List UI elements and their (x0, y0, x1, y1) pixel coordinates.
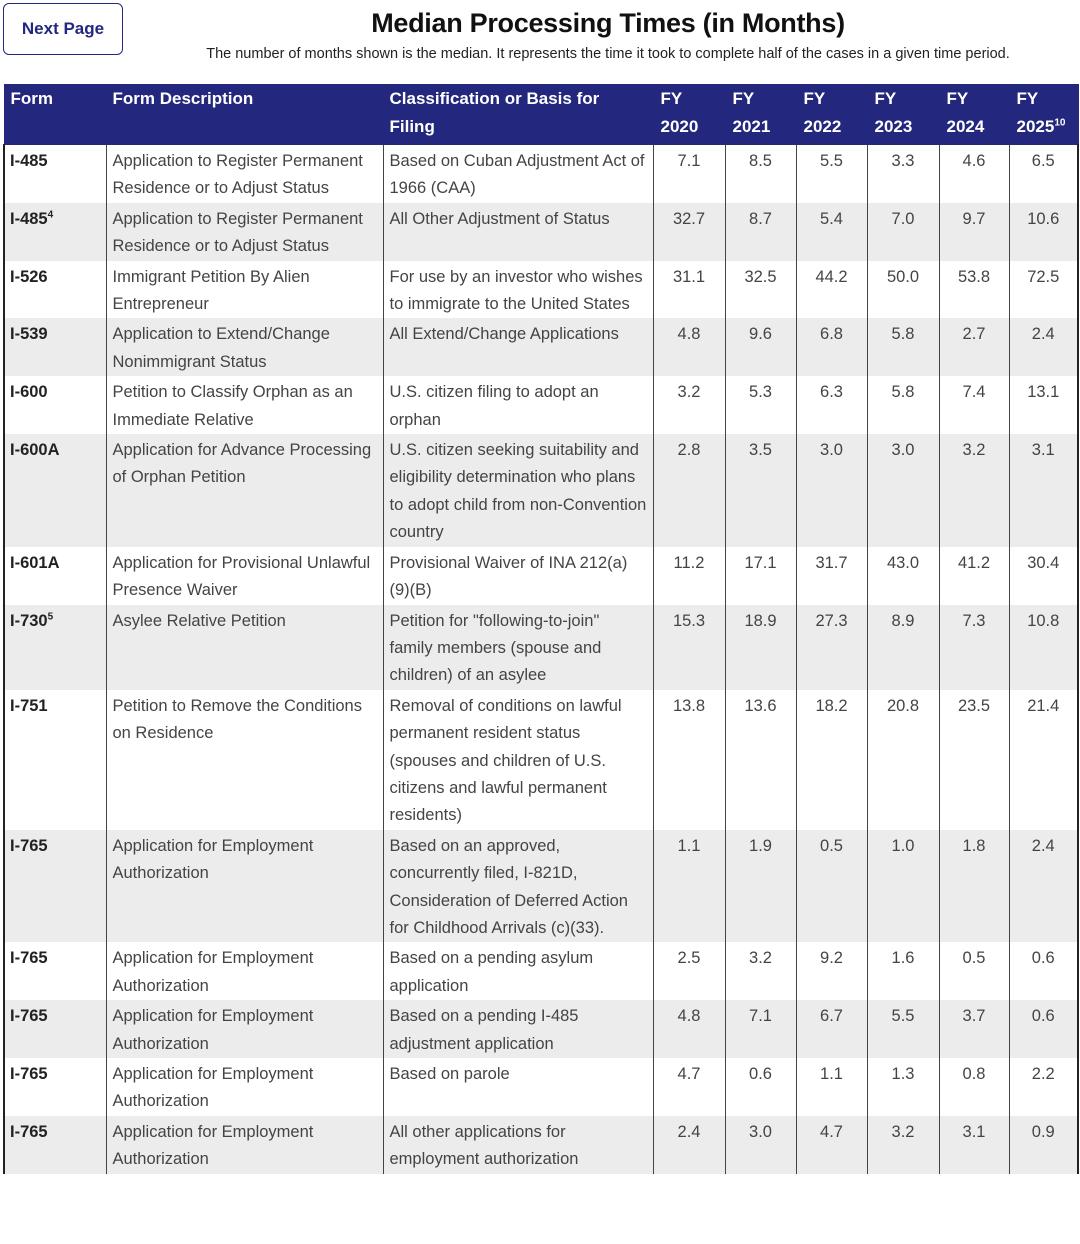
value-cell: 7.4 (939, 376, 1009, 434)
value-cell: 3.2 (939, 434, 1009, 547)
description-cell: Application for Employment Authorization (106, 1000, 383, 1058)
value-cell: 9.2 (796, 942, 867, 1000)
year-prefix: FY (660, 89, 683, 108)
table-row (4, 318, 1078, 376)
value-cell: 10.8 (1009, 605, 1078, 690)
value-cell: 17.1 (725, 547, 796, 605)
form-cell (4, 1058, 106, 1116)
value-cell: 3.1 (1009, 434, 1078, 547)
value-cell: 3.2 (725, 942, 796, 1000)
description-cell: Application for Employment Authorization (106, 1058, 383, 1116)
table-row (4, 261, 1078, 319)
form-cell (4, 376, 106, 434)
table-row (4, 376, 1078, 434)
description-cell: Application to Register Permanent Residence or to Adjust Status (106, 145, 383, 203)
value-cell: 0.6 (725, 1058, 796, 1116)
year-prefix: FY (732, 89, 755, 108)
value-cell: 8.5 (725, 145, 796, 203)
value-cell: 0.9 (1009, 1116, 1078, 1174)
column-header-year (725, 85, 796, 145)
value-cell: 18.2 (796, 690, 867, 830)
value-cell: 5.8 (867, 376, 939, 434)
value-cell: 5.8 (867, 318, 939, 376)
form-cell (4, 434, 106, 547)
value-cell: 0.8 (939, 1058, 1009, 1116)
value-cell: 5.5 (867, 1000, 939, 1058)
classification-cell: U.S. citizen seeking suitability and eligibility determination who plans to adopt child from non-Convention country (383, 434, 653, 547)
description-cell: Application for Advance Processing of Orphan Petition (106, 434, 383, 547)
description-cell: Application for Provisional Unlawful Presence Waiver (106, 547, 383, 605)
form-id: I-526 (10, 267, 48, 286)
value-cell: 9.7 (939, 203, 1009, 261)
year-label: 2023 (874, 117, 913, 136)
form-id: I-485 (10, 209, 48, 228)
form-id: I-765 (10, 1007, 48, 1026)
value-cell: 5.4 (796, 203, 867, 261)
form-cell (4, 318, 106, 376)
value-cell: 1.0 (867, 830, 939, 943)
year-prefix: FY (946, 89, 969, 108)
value-cell: 10.6 (1009, 203, 1078, 261)
value-cell: 8.9 (867, 605, 939, 690)
value-cell: 3.0 (867, 434, 939, 547)
form-id: I-601A (10, 553, 60, 572)
form-id: I-765 (10, 949, 48, 968)
year-label: 2024 (946, 117, 985, 136)
value-cell: 4.8 (653, 1000, 725, 1058)
value-cell: 2.4 (1009, 318, 1078, 376)
table-row (4, 1000, 1078, 1058)
year-label: 2025 (1016, 117, 1055, 136)
year-label: 2022 (803, 117, 842, 136)
footnote-marker: 4 (47, 209, 54, 221)
classification-cell: Based on Cuban Adjustment Act of 1966 (CAA) (383, 145, 653, 203)
value-cell: 7.1 (653, 145, 725, 203)
value-cell: 3.0 (725, 1116, 796, 1174)
classification-cell: All other applications for employment authorization (383, 1116, 653, 1174)
value-cell: 1.8 (939, 830, 1009, 943)
table-header-row (4, 85, 1078, 145)
form-cell (4, 203, 106, 261)
column-header-year (653, 85, 725, 145)
value-cell: 11.2 (653, 547, 725, 605)
value-cell: 23.5 (939, 690, 1009, 830)
form-cell (4, 547, 106, 605)
value-cell: 1.1 (653, 830, 725, 943)
value-cell: 5.3 (725, 376, 796, 434)
value-cell: 1.6 (867, 942, 939, 1000)
form-cell (4, 1116, 106, 1174)
value-cell: 7.3 (939, 605, 1009, 690)
year-label: 2021 (732, 117, 771, 136)
classification-cell: Removal of conditions on lawful permanent resident status (spouses and children of U.S. citizens and lawful permanent residents) (383, 690, 653, 830)
year-prefix: FY (803, 89, 826, 108)
classification-cell: Petition for "following-to-join" family members (spouse and children) of an asylee (383, 605, 653, 690)
form-cell (4, 690, 106, 830)
value-cell: 6.8 (796, 318, 867, 376)
description-cell: Petition to Remove the Conditions on Residence (106, 690, 383, 830)
value-cell: 3.5 (725, 434, 796, 547)
processing-times-table (3, 84, 1079, 1174)
value-cell: 2.5 (653, 942, 725, 1000)
description-cell: Application for Employment Authorization (106, 1116, 383, 1174)
value-cell: 31.1 (653, 261, 725, 319)
classification-cell: U.S. citizen filing to adopt an orphan (383, 376, 653, 434)
form-id: I-600 (10, 383, 48, 402)
value-cell: 30.4 (1009, 547, 1078, 605)
classification-cell: Provisional Waiver of INA 212(a)(9)(B) (383, 547, 653, 605)
value-cell: 4.7 (796, 1116, 867, 1174)
description-cell: Application for Employment Authorization (106, 830, 383, 943)
column-header-year (1009, 85, 1078, 145)
page-title: Median Processing Times (in Months) (371, 8, 845, 38)
value-cell: 2.4 (1009, 830, 1078, 943)
value-cell: 7.0 (867, 203, 939, 261)
column-header-description: Form Description (106, 85, 383, 145)
description-cell: Immigrant Petition By Alien Entrepreneur (106, 261, 383, 319)
value-cell: 32.5 (725, 261, 796, 319)
value-cell: 0.6 (1009, 1000, 1078, 1058)
value-cell: 21.4 (1009, 690, 1078, 830)
value-cell: 3.3 (867, 145, 939, 203)
year-prefix: FY (1016, 89, 1039, 108)
classification-cell: All Extend/Change Applications (383, 318, 653, 376)
form-id: I-600A (10, 441, 60, 460)
value-cell: 32.7 (653, 203, 725, 261)
form-cell (4, 1000, 106, 1058)
year-prefix: FY (874, 89, 897, 108)
table-row (4, 830, 1078, 943)
value-cell: 0.5 (796, 830, 867, 943)
value-cell: 27.3 (796, 605, 867, 690)
description-cell: Asylee Relative Petition (106, 605, 383, 690)
classification-cell: Based on an approved, concurrently filed, I-821D, Consideration of Deferred Action for Childhood Arrivals (c)(33). (383, 830, 653, 943)
column-header-form: Form (4, 85, 106, 145)
table-row (4, 547, 1078, 605)
value-cell: 3.1 (939, 1116, 1009, 1174)
value-cell: 2.4 (653, 1116, 725, 1174)
value-cell: 41.2 (939, 547, 1009, 605)
value-cell: 13.8 (653, 690, 725, 830)
form-cell (4, 145, 106, 203)
column-header-year (939, 85, 1009, 145)
value-cell: 3.7 (939, 1000, 1009, 1058)
form-id: I-485 (10, 152, 48, 170)
value-cell: 44.2 (796, 261, 867, 319)
table-row (4, 605, 1078, 690)
form-id: I-765 (10, 836, 48, 855)
classification-cell: Based on a pending asylum application (383, 942, 653, 1000)
value-cell: 20.8 (867, 690, 939, 830)
form-id: I-730 (10, 611, 48, 630)
classification-cell: All Other Adjustment of Status (383, 203, 653, 261)
value-cell: 3.2 (867, 1116, 939, 1174)
description-cell: Application for Employment Authorization (106, 942, 383, 1000)
value-cell: 13.6 (725, 690, 796, 830)
description-cell: Application to Register Permanent Residence or to Adjust Status (106, 203, 383, 261)
value-cell: 43.0 (867, 547, 939, 605)
value-cell: 1.3 (867, 1058, 939, 1116)
value-cell: 3.0 (796, 434, 867, 547)
value-cell: 5.5 (796, 145, 867, 203)
column-header-year (796, 85, 867, 145)
value-cell: 1.9 (725, 830, 796, 943)
column-header-year (867, 85, 939, 145)
classification-cell: For use by an investor who wishes to immigrate to the United States (383, 261, 653, 319)
year-label: 2020 (660, 117, 699, 136)
form-cell (4, 942, 106, 1000)
value-cell: 6.5 (1009, 145, 1078, 203)
value-cell: 3.2 (653, 376, 725, 434)
value-cell: 2.7 (939, 318, 1009, 376)
table-row (4, 434, 1078, 547)
table-row (4, 145, 1078, 203)
value-cell: 18.9 (725, 605, 796, 690)
value-cell: 2.2 (1009, 1058, 1078, 1116)
value-cell: 50.0 (867, 261, 939, 319)
table-row (4, 1058, 1078, 1116)
value-cell: 0.6 (1009, 942, 1078, 1000)
form-cell (4, 605, 106, 690)
table-row (4, 690, 1078, 830)
classification-cell: Based on a pending I-485 adjustment application (383, 1000, 653, 1058)
value-cell: 8.7 (725, 203, 796, 261)
value-cell: 53.8 (939, 261, 1009, 319)
form-id: I-539 (10, 325, 48, 344)
value-cell: 2.8 (653, 434, 725, 547)
value-cell: 9.6 (725, 318, 796, 376)
value-cell: 7.1 (725, 1000, 796, 1058)
description-cell: Application to Extend/Change Nonimmigrant Status (106, 318, 383, 376)
table-row (4, 942, 1078, 1000)
form-id: I-751 (10, 696, 48, 715)
value-cell: 4.7 (653, 1058, 725, 1116)
footnote-marker: 10 (1054, 117, 1066, 129)
value-cell: 4.8 (653, 318, 725, 376)
value-cell: 72.5 (1009, 261, 1078, 319)
value-cell: 0.5 (939, 942, 1009, 1000)
form-cell (4, 261, 106, 319)
classification-cell: Based on parole (383, 1058, 653, 1116)
table-row (4, 1116, 1078, 1174)
value-cell: 1.1 (796, 1058, 867, 1116)
description-cell: Petition to Classify Orphan as an Immediate Relative (106, 376, 383, 434)
value-cell: 4.6 (939, 145, 1009, 203)
table-row (4, 203, 1078, 261)
value-cell: 6.3 (796, 376, 867, 434)
column-header-classification: Classification or Basis for Filing (383, 85, 653, 145)
page-subtitle: The number of months shown is the median. It represents the time it took to complete half of the cases in a given time period. (206, 46, 1010, 62)
form-id: I-765 (10, 1122, 48, 1141)
value-cell: 6.7 (796, 1000, 867, 1058)
next-page-button[interactable]: Next Page (3, 3, 123, 55)
value-cell: 15.3 (653, 605, 725, 690)
value-cell: 31.7 (796, 547, 867, 605)
value-cell: 13.1 (1009, 376, 1078, 434)
form-id: I-765 (10, 1065, 48, 1083)
form-cell (4, 830, 106, 943)
footnote-marker: 5 (47, 611, 54, 622)
